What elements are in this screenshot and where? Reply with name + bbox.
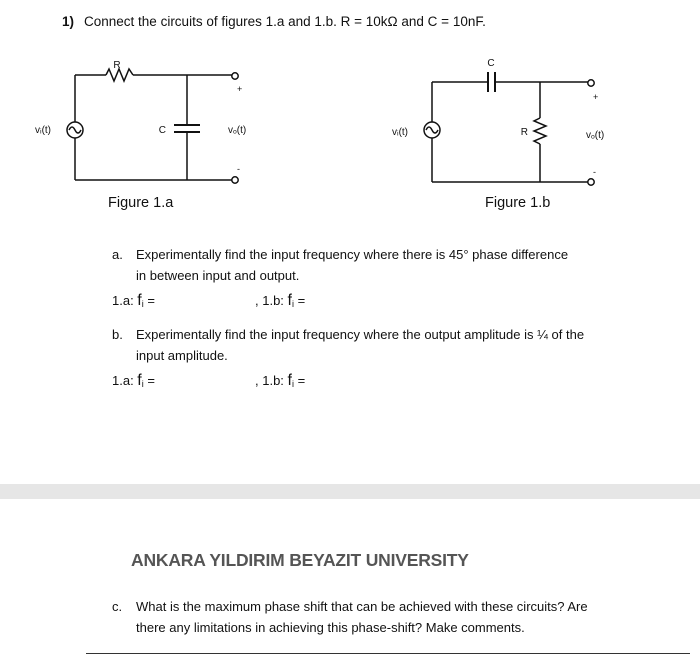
part-c-question	[112, 596, 672, 638]
resistor-symbol	[534, 118, 546, 144]
answer-line	[86, 653, 690, 654]
part-b-answer-1a: 1.a: $f_i$ =	[112, 372, 155, 389]
part-b-line2: input amplitude.	[136, 348, 228, 363]
figure-1a-circuit	[0, 50, 330, 200]
capacitor-label-a: C	[158, 125, 166, 136]
part-c-letter: c.	[112, 599, 123, 614]
output-terminal-top	[588, 80, 594, 86]
question-text: Connect the circuits of figures 1.a and 1.b. R = 10kΩ and C = 10nF.	[84, 14, 486, 29]
part-c-line1: What is the maximum phase shift that can be achieved with these circuits? Are	[136, 599, 588, 614]
plus-sign-a: +	[237, 84, 243, 94]
plus-sign-b: +	[593, 92, 599, 102]
figure-1b-caption: Figure 1.b	[485, 195, 551, 211]
output-terminal-bottom	[588, 179, 594, 185]
part-a-letter: a.	[112, 247, 123, 262]
figure-1b-circuit	[350, 50, 650, 200]
resistor-label-a: R	[113, 60, 121, 71]
part-c-line2: there any limitations in achieving this phase-shift? Make comments.	[136, 620, 525, 635]
part-b-question	[112, 324, 672, 366]
input-label-b: vᵢ(t)	[392, 127, 409, 138]
ac-source-wave	[69, 127, 81, 133]
question-number: 1)	[62, 14, 75, 29]
part-a-answer-1b: , 1.b: $f_i$ =	[255, 292, 306, 309]
minus-sign-a: -	[237, 164, 240, 174]
part-a-line1: Experimentally find the input frequency where there is 45° phase difference	[136, 247, 569, 262]
input-label-a: vᵢ(t)	[35, 125, 52, 136]
ac-source-wave	[426, 127, 438, 133]
page-divider	[0, 484, 700, 499]
output-terminal-top	[232, 73, 238, 79]
capacitor-plates	[488, 72, 495, 92]
output-label-b: vₒ(t)	[586, 130, 605, 141]
figure-1a-caption: Figure 1.a	[108, 195, 174, 211]
part-a-line2: in between input and output.	[136, 268, 300, 283]
part-b-line1: Experimentally find the input frequency where the output amplitude is ¼ of the	[136, 327, 585, 342]
question-1-heading	[62, 14, 486, 29]
part-a-question	[112, 244, 672, 286]
part-b-answer-1b: , 1.b: $f_i$ =	[255, 372, 306, 389]
minus-sign-b: -	[593, 167, 596, 177]
output-terminal-bottom	[232, 177, 238, 183]
part-a-answer-1a: 1.a: $f_i$ =	[112, 292, 155, 309]
capacitor-plates	[174, 125, 200, 132]
output-label-a: vₒ(t)	[228, 125, 247, 136]
university-header: ANKARA YILDIRIM BEYAZIT UNIVERSITY	[131, 550, 469, 570]
part-b-letter: b.	[112, 327, 123, 342]
resistor-label-b: R	[520, 127, 528, 138]
capacitor-label-b: C	[487, 58, 495, 69]
